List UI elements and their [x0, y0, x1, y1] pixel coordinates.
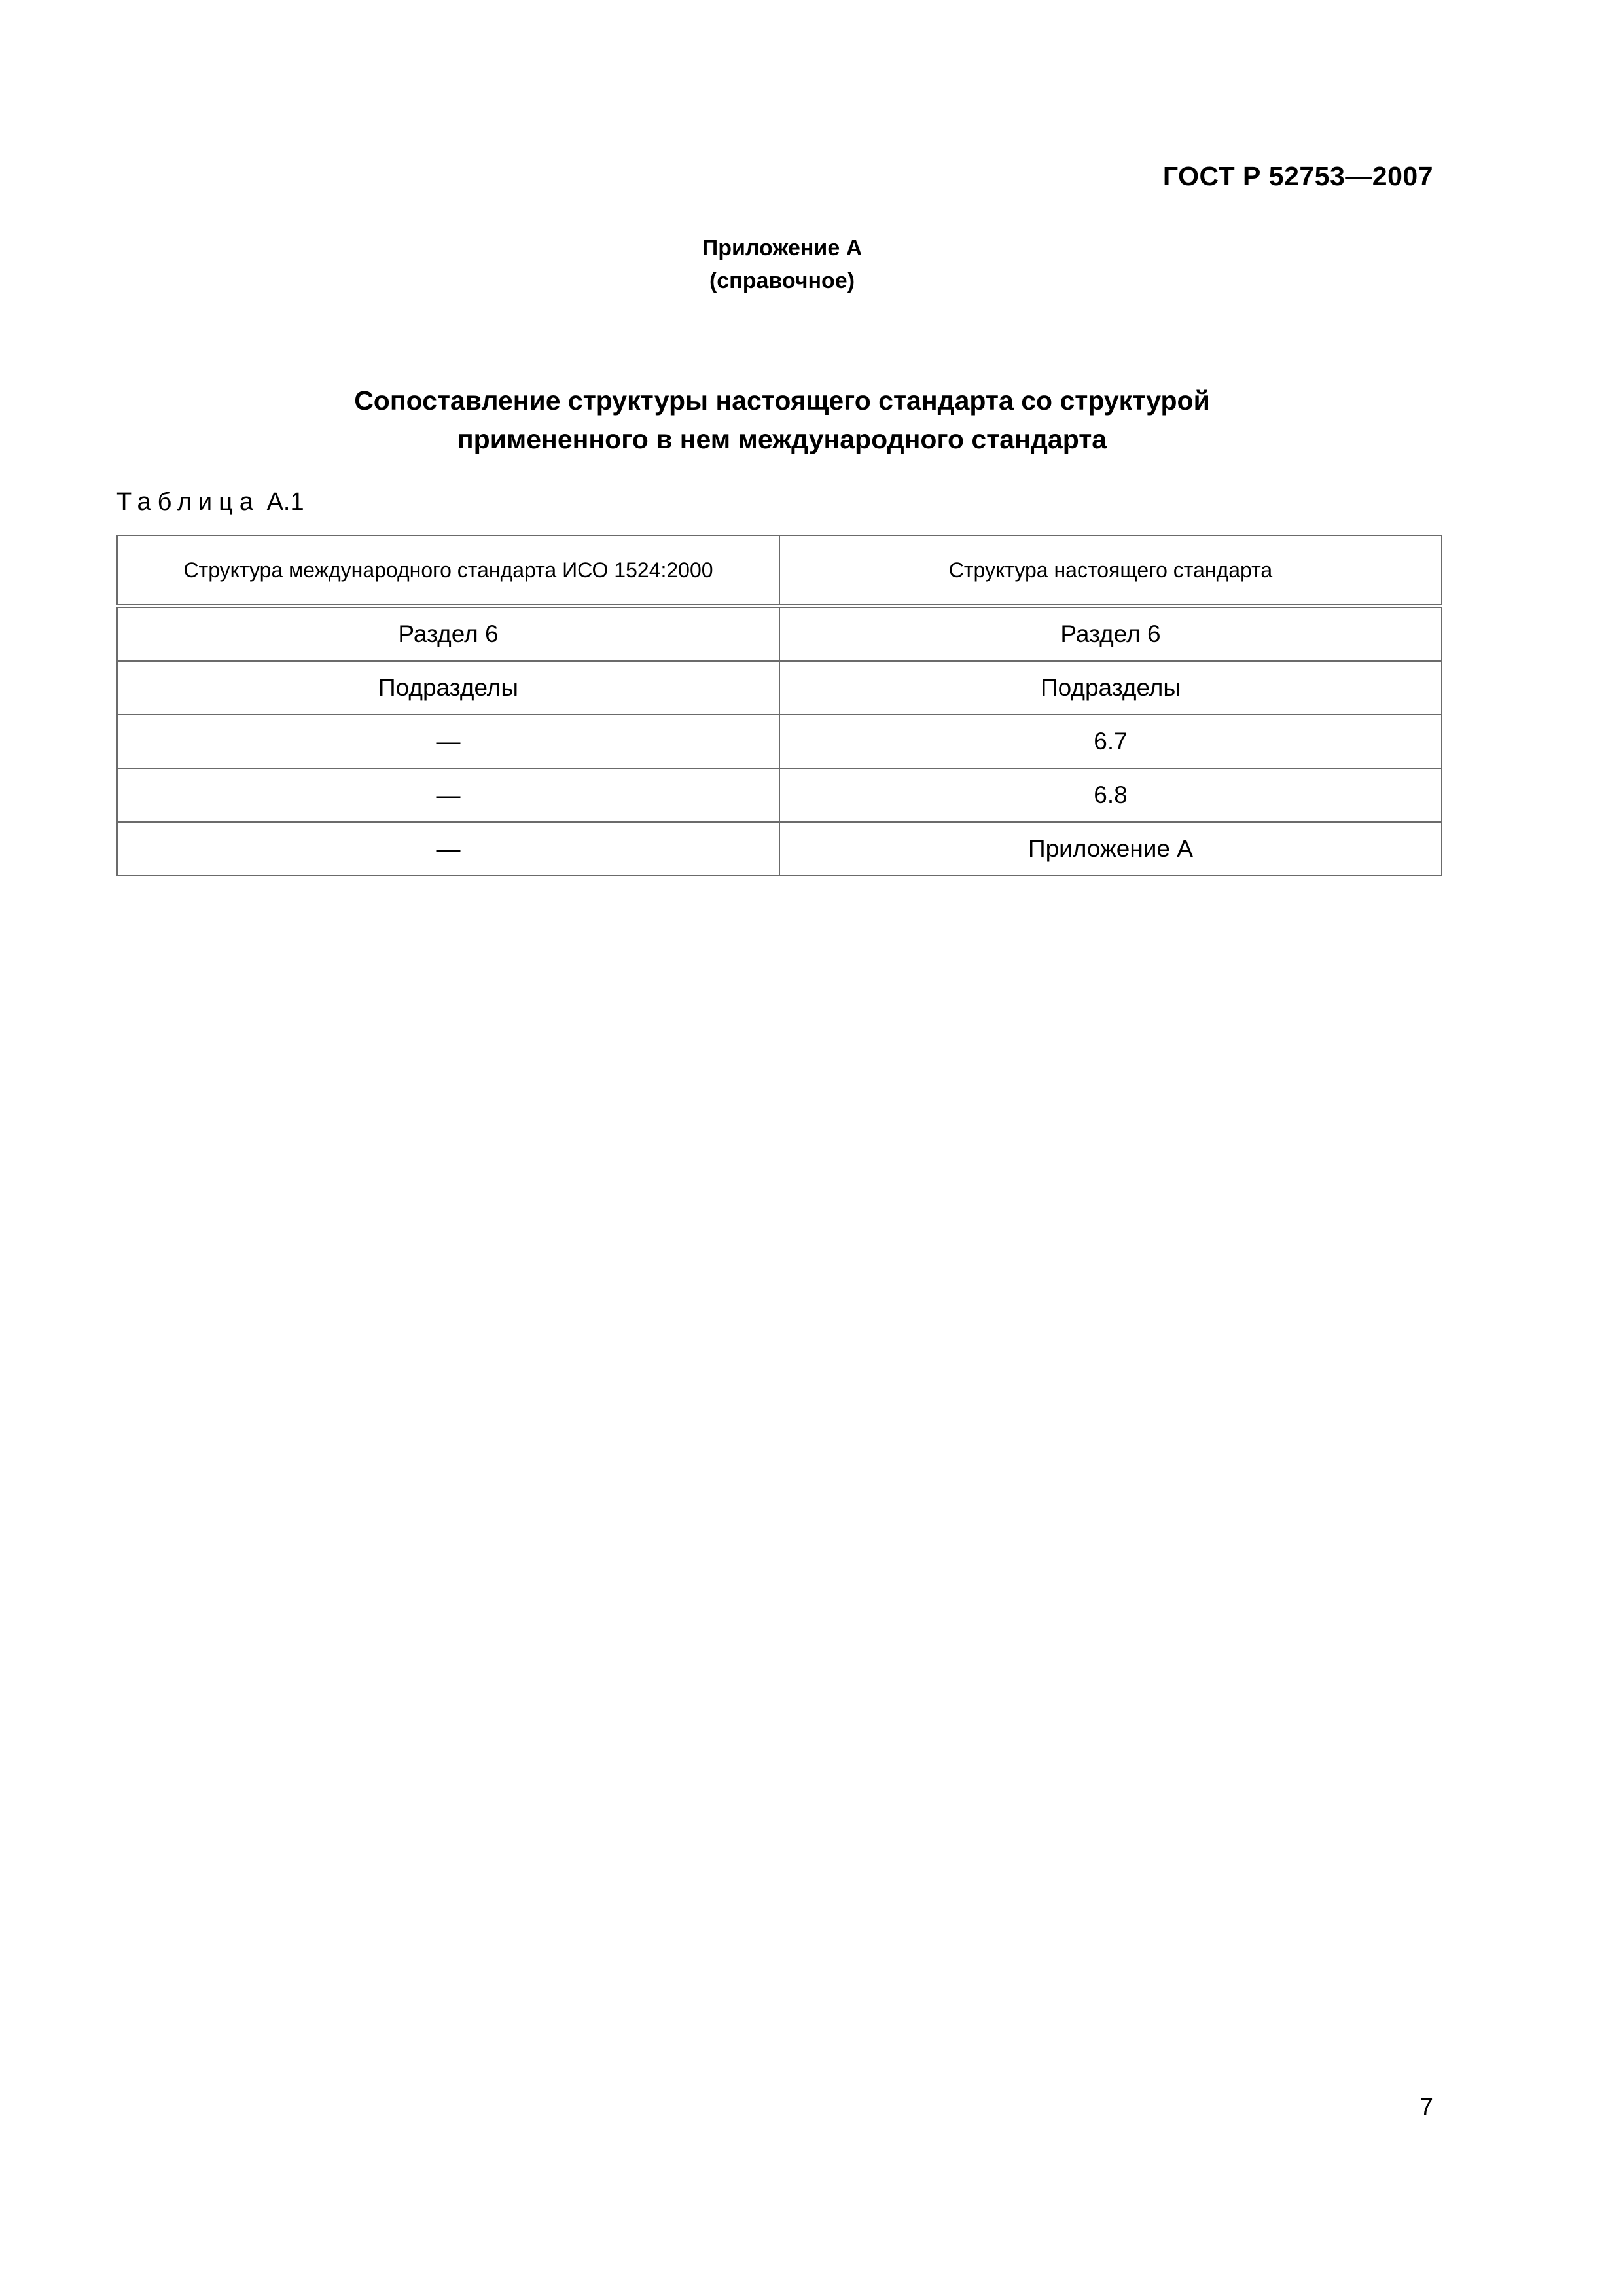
column-header-national: Структура настоящего стандарта [779, 535, 1442, 606]
table-cell: — [117, 822, 779, 876]
table-caption-number: А.1 [266, 488, 304, 516]
table-cell: Раздел 6 [779, 606, 1442, 661]
table-caption [116, 488, 304, 516]
table-cell: 6.8 [779, 768, 1442, 822]
table-row [117, 768, 1442, 822]
table-row [117, 606, 1442, 661]
table-row [117, 822, 1442, 876]
table-cell: Приложение А [779, 822, 1442, 876]
table-cell: Подразделы [779, 661, 1442, 715]
annex-title-line-1: Сопоставление структуры настоящего стандарта со структурой [354, 386, 1210, 416]
table-row [117, 715, 1442, 768]
table-cell: Раздел 6 [117, 606, 779, 661]
table-cell: — [117, 768, 779, 822]
annex-label: Приложение А [702, 236, 863, 260]
document-code: ГОСТ Р 52753—2007 [1162, 161, 1433, 191]
page-number: 7 [1419, 2093, 1433, 2120]
annex-title [0, 382, 1564, 459]
table-cell: Подразделы [117, 661, 779, 715]
annex-title-line-2: примененного в нем международного стандарта [457, 424, 1107, 454]
structure-comparison-table [116, 535, 1442, 876]
annex-heading [0, 232, 1564, 297]
table-row [117, 661, 1442, 715]
table-cell: — [117, 715, 779, 768]
column-header-international: Структура международного стандарта ИСО 1524:2000 [117, 535, 779, 606]
table-caption-word: Таблица [116, 488, 260, 516]
table-header-row [117, 535, 1442, 606]
table-cell: 6.7 [779, 715, 1442, 768]
annex-type: (справочное) [709, 268, 855, 293]
